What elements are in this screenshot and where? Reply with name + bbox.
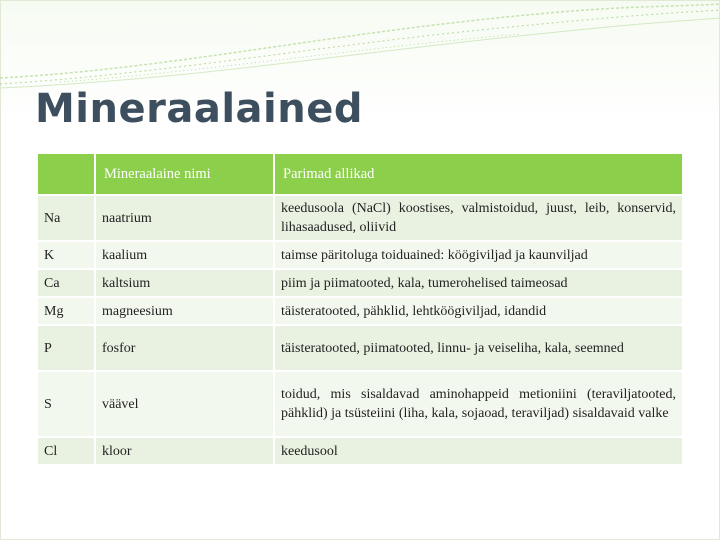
cell-sources: täisteratooted, piimatooted, linnu- ja veiseliha, kala, seemned xyxy=(275,326,682,370)
cell-symbol: Na xyxy=(38,196,94,240)
cell-sources: täisteratooted, pähklid, lehtköögiviljad, idandid xyxy=(275,298,682,324)
cell-mineral-name: fosfor xyxy=(96,326,273,370)
table-row xyxy=(38,270,682,296)
cell-mineral-name: kloor xyxy=(96,438,273,464)
cell-symbol: K xyxy=(38,242,94,268)
slide-title: Mineraalained xyxy=(35,86,363,132)
minerals-table xyxy=(36,152,684,466)
cell-symbol: P xyxy=(38,326,94,370)
decorative-swoosh-lines xyxy=(0,0,720,90)
table-row xyxy=(38,372,682,436)
table-row xyxy=(38,326,682,370)
cell-sources: keedusool xyxy=(275,438,682,464)
cell-mineral-name: kaltsium xyxy=(96,270,273,296)
table-row xyxy=(38,438,682,464)
header-best-sources: Parimad allikad xyxy=(275,154,682,194)
cell-sources: toidud, mis sisaldavad aminohappeid metioniini (teraviljatooted, pähklid) ja tsüsteiini (liha, kala, sojaoad, teraviljad) sisaldavaid valke xyxy=(275,372,682,436)
cell-sources: keedusoola (NaCl) koostises, valmistoidud, juust, leib, konservid, lihasaadused, oliivid xyxy=(275,196,682,240)
cell-symbol: S xyxy=(38,372,94,436)
cell-mineral-name: väävel xyxy=(96,372,273,436)
cell-mineral-name: magneesium xyxy=(96,298,273,324)
cell-sources: piim ja piimatooted, kala, tumerohelised taimeosad xyxy=(275,270,682,296)
cell-sources: taimse päritoluga toiduained: köögiviljad ja kaunviljad xyxy=(275,242,682,268)
table-row xyxy=(38,196,682,240)
cell-symbol: Cl xyxy=(38,438,94,464)
table-row xyxy=(38,242,682,268)
header-mineral-name: Mineraalaine nimi xyxy=(96,154,273,194)
cell-symbol: Ca xyxy=(38,270,94,296)
cell-mineral-name: naatrium xyxy=(96,196,273,240)
header-symbol xyxy=(38,154,94,194)
table-row xyxy=(38,298,682,324)
cell-symbol: Mg xyxy=(38,298,94,324)
table-header-row xyxy=(38,154,682,194)
cell-mineral-name: kaalium xyxy=(96,242,273,268)
